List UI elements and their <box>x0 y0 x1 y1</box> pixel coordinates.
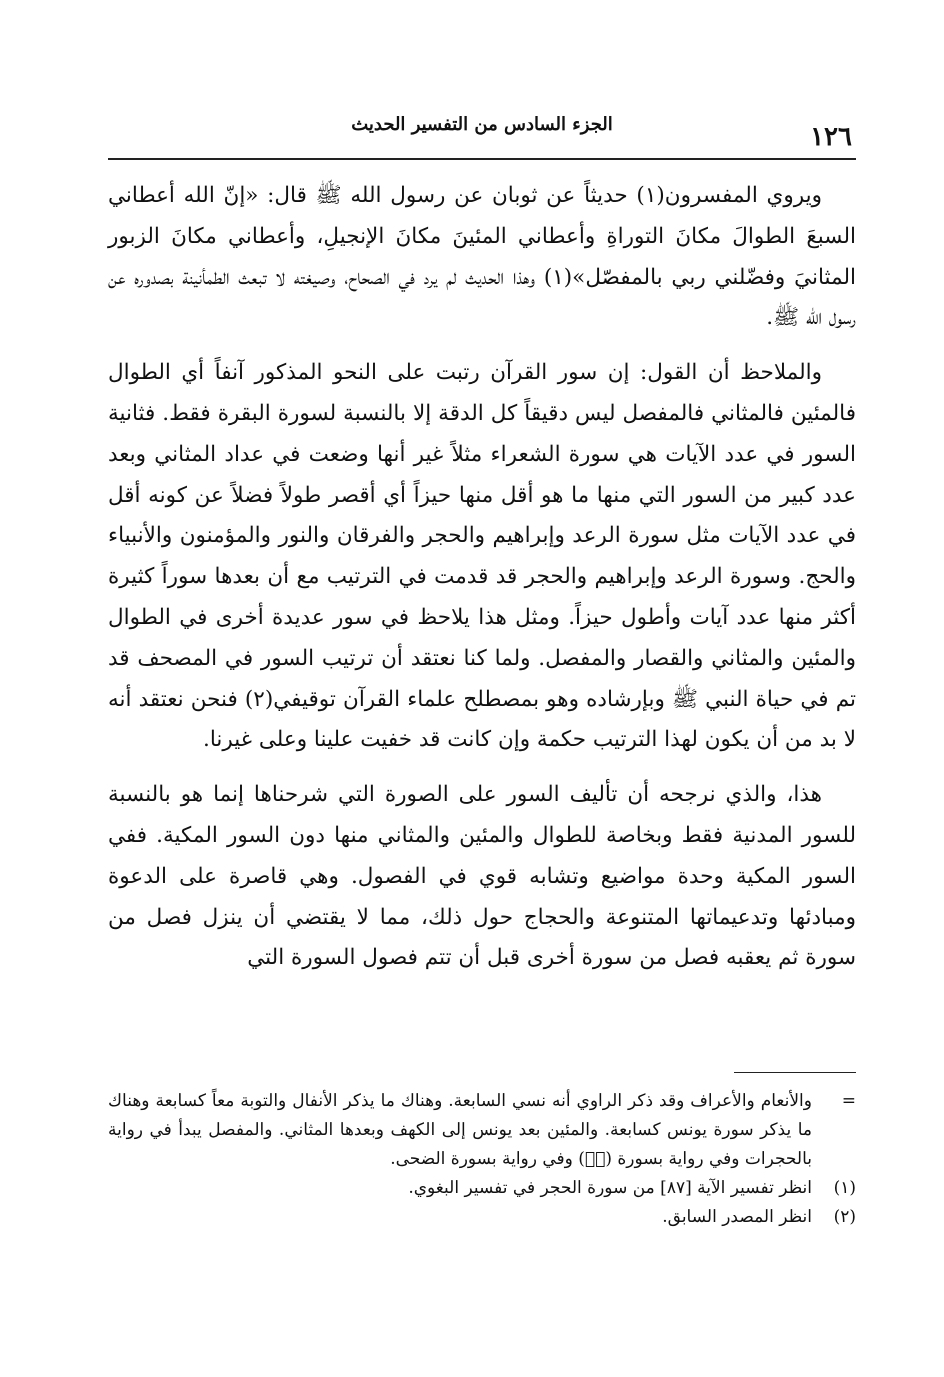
paragraph: والملاحظ أن القول: إن سور القرآن رتبت على النحو المذكور آنفاً أي الطوال فالمئين فالمثاني فالمفصل ليس دقيقاً كل الدقة إلا بالنسبة لسورة البقرة فقط. فثانية السور في عدد الآيات هي سورة الشعراء مثلاً غير أنها وضعت في عداد المثاني وبعد عدد كبير من السور التي منها ما هو أقل منها حيزاً أي أقصر طولاً فضلاً عن كونه أقل في عدد الآيات مثل سورة الرعد وإبراهيم والحجر والفرقان والنور والمؤمنون والأنبياء والحج. وسورة الرعد وإبراهيم والحجر قد قدمت في الترتيب مع أن بعدها سوراً كثيرة أكثر منها عدد آيات وأطول حيزاً. ومثل هذا يلاحظ في سور عديدة أخرى في الطوال والمئين والمثاني والقصار والمفصل. ولما كنا نعتقد أن ترتيب السور في المصحف قد تم في حياة النبي ﷺ وبإرشاده وهو بمصطلح علماء القرآن توقيفي(٢) فنحن نعتقد أنه لا بد من أن يكون لهذا الترتيب حكمة وإن كانت قد خفيت علينا وعلى غيرنا. <box>108 360 856 753</box>
footnote-item <box>108 1087 856 1174</box>
page-header <box>108 112 856 160</box>
footnote-item <box>108 1203 856 1232</box>
footnote-text: والأنعام والأعراف وقد ذكر الراوي أنه نسي السابعة. وهناك ما يذكر الأنفال والتوبة معاً كسابعة وهناك ما يذكر سورة يونس كسابعة. والمئين بعد يونس إلى الكهف وبعدها المثاني. والمفصل يبدأ في رواية بالحجرات وفي رواية بسورة (قۤ) وفي رواية بسورة الضحى. <box>108 1091 812 1169</box>
footnote-text: انظر المصدر السابق. <box>662 1207 812 1227</box>
footnote-number: (٢) <box>833 1207 856 1227</box>
footnote-text: انظر تفسير الآية [٨٧] من سورة الحجر في تفسير البغوي. <box>408 1178 812 1198</box>
footnote-item <box>108 1174 856 1203</box>
page-number: ١٢٦ <box>810 122 852 152</box>
footnote-number: (١) <box>833 1178 856 1198</box>
footnote-separator <box>734 1072 856 1073</box>
running-title: الجزء السادس من التفسير الحديث <box>351 114 613 135</box>
footnotes <box>108 1072 856 1232</box>
main-text <box>108 176 856 993</box>
footnote-continuation-mark: = <box>841 1091 856 1111</box>
paragraph: هذا، والذي نرجحه أن تأليف السور على الصورة التي شرحناها إنما هو بالنسبة للسور المدنية فقط وبخاصة للطوال والمئين والمثاني منها دون السور المكية. ففي السور المكية وحدة مواضيع وتشابه قوي في الفصول. وهي قاصرة على الدعوة ومبادئها وتدعيماتها المتنوعة والحجاج حول ذلك، مما لا يقتضي أن ينزل فصل من سورة ثم يعقبه فصل من سورة أخرى قبل أن تتم فصول السورة التي <box>108 782 856 971</box>
paragraph: ويروي المفسرون(١) حديثاً عن ثوبان عن رسول الله ﷺ قال: «إنّ الله أعطاني السبعَ الطوالَ مكانَ التوراةِ وأعطاني المئينَ مكانَ الإنجيلِ، وأعطاني مكانَ الزبور المثانيَ وفضّلني ربي بالمفصّل»(١) وهذا الحديث لم يرد في الصحاح، وصيغته لا تبعث الطمأنينة بصدوره عن رسول الله ﷺ. <box>108 183 856 331</box>
